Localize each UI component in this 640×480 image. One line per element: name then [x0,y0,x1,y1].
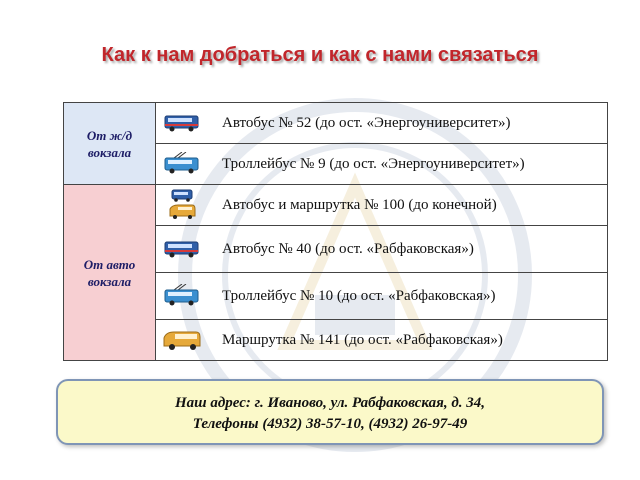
route-text: Автобус № 40 (до ост. «Рабфаковская») [222,240,474,257]
route-row [156,185,608,226]
phone-line: Телефоны (4932) 38-57-10, (4932) 26-97-49 [192,416,468,432]
station-label: От авто вокзала [83,256,136,289]
bus-icon [156,239,208,259]
route-text: Автобус и маршрутка № 100 (до конечной) [222,196,497,213]
bus-and-minibus-icon [156,189,208,221]
contact-box [56,379,604,445]
station-bus-terminal [64,185,156,361]
route-text: Автобус № 52 (до ост. «Энергоуниверситет») [222,114,511,131]
routes-table [63,102,608,361]
route-text: Троллейбус № 9 (до ост. «Энергоуниверситет») [222,155,525,172]
route-row [156,320,608,361]
station-label: От ж/д вокзала [86,127,133,160]
route-text: Маршрутка № 141 (до ост. «Рабфаковская») [222,331,503,348]
route-row [156,144,608,185]
station-railway [64,103,156,185]
route-row [156,226,608,273]
route-text: Троллейбус № 10 (до ост. «Рабфаковская») [222,287,496,304]
bus-icon [156,113,208,133]
minibus-icon [156,329,208,351]
trolleybus-icon [156,152,208,176]
route-row [156,103,608,144]
address-line: Наш адрес: г. Иваново, ул. Рабфаковская, д. 34, [174,395,486,411]
route-row [156,273,608,320]
page-title: Как к нам добраться и как с нами связаться [101,44,539,66]
trolleybus-icon [156,284,208,308]
